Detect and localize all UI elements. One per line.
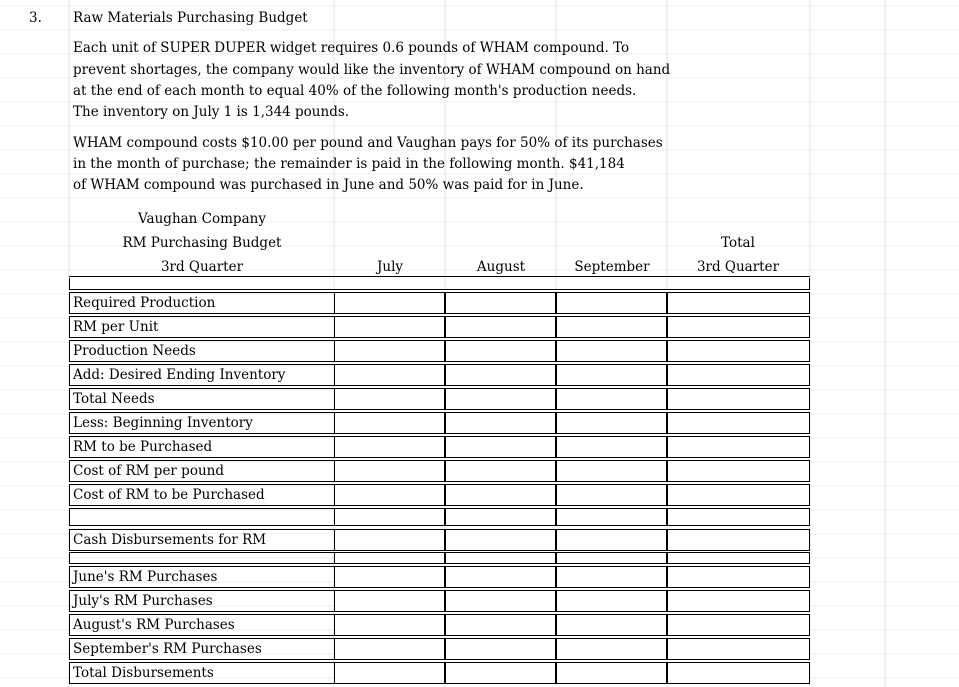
input-cell-july[interactable] [334,484,445,506]
input-cell-september[interactable] [556,566,667,588]
row-label-box [69,566,335,588]
row-label-box [69,388,335,410]
row-label-box [69,364,335,386]
input-cell-july[interactable] [334,529,445,551]
input-cell-total[interactable] [667,340,810,362]
input-cell-august[interactable] [445,566,556,588]
row-label-box [69,292,335,314]
row-label-box [69,638,335,660]
input-cell-september[interactable] [556,552,667,564]
col-header-july: July [376,259,404,275]
row-label-box [69,529,335,551]
para2-line2: in the month of purchase; the remainder is paid in the following month. $41,184 [73,156,625,172]
input-cell-total[interactable] [667,316,810,338]
input-cell-july[interactable] [334,412,445,434]
input-cell-july[interactable] [334,508,445,526]
row-label-production-needs: Production Needs [73,343,196,359]
col-header-total: Total [721,235,755,251]
input-cell-total[interactable] [667,412,810,434]
budget-period: 3rd Quarter [160,259,244,275]
input-cell-total[interactable] [667,552,810,564]
input-cell-september[interactable] [556,484,667,506]
input-cell-september[interactable] [556,412,667,434]
input-cell-august[interactable] [445,436,556,458]
input-cell-total[interactable] [667,292,810,314]
input-cell-august[interactable] [445,529,556,551]
input-cell-september[interactable] [556,460,667,482]
input-cell-total[interactable] [667,638,810,660]
input-cell-august[interactable] [445,460,556,482]
input-cell-july[interactable] [334,460,445,482]
input-cell-august[interactable] [445,638,556,660]
para2-line1: WHAM compound costs $10.00 per pound and Vaughan pays for 50% of its purchases [73,135,663,151]
budget-name: RM Purchasing Budget [122,235,282,251]
row-label-box [69,590,335,612]
input-cell-september[interactable] [556,364,667,386]
para1-line1: Each unit of SUPER DUPER widget requires 0.6 pounds of WHAM compound. To [73,40,630,56]
row-label-rm-to-be-purchased: RM to be Purchased [73,439,213,455]
input-cell-july[interactable] [334,388,445,410]
row-label-required-production: Required Production [73,295,216,311]
input-cell-july[interactable] [334,662,445,684]
input-cell-august[interactable] [445,590,556,612]
input-cell-september[interactable] [556,529,667,551]
row-label-box [69,484,335,506]
input-cell-total[interactable] [667,662,810,684]
input-cell-september[interactable] [556,292,667,314]
input-cell-july[interactable] [334,292,445,314]
input-cell-september[interactable] [556,388,667,410]
input-cell-july[interactable] [334,316,445,338]
row-label-box [69,552,335,564]
row-label-box [69,340,335,362]
input-cell-september[interactable] [556,638,667,660]
row-label-cost-per-pound: Cost of RM per pound [73,463,224,479]
input-cell-total[interactable] [667,566,810,588]
input-cell-july[interactable] [334,614,445,636]
input-cell-total[interactable] [667,388,810,410]
para1-line4: The inventory on July 1 is 1,344 pounds. [73,104,350,120]
input-cell-july[interactable] [334,340,445,362]
company-name: Vaughan Company [138,211,266,227]
row-label-cash-disbursements: Cash Disbursements for RM [73,532,267,548]
input-cell-august[interactable] [445,340,556,362]
row-label-box [69,316,335,338]
row-label-box [69,662,335,684]
input-cell-august[interactable] [445,614,556,636]
input-cell-july[interactable] [334,590,445,612]
input-cell-total[interactable] [667,364,810,386]
input-cell-september[interactable] [556,436,667,458]
row-label-cost-to-be-purchased: Cost of RM to be Purchased [73,487,265,503]
spacer-row [69,278,810,290]
row-label-box [69,436,335,458]
input-cell-september[interactable] [556,662,667,684]
row-label-rm-per-unit: RM per Unit [73,319,159,335]
input-cell-total[interactable] [667,508,810,526]
input-cell-august[interactable] [445,364,556,386]
input-cell-september[interactable] [556,316,667,338]
row-label-total-disbursements: Total Disbursements [73,665,214,681]
input-cell-september[interactable] [556,508,667,526]
para1-line2: prevent shortages, the company would like the inventory of WHAM compound on hand [73,62,671,78]
row-label-august-purchases: August's RM Purchases [73,617,235,633]
input-cell-august[interactable] [445,552,556,564]
input-cell-total[interactable] [667,614,810,636]
input-cell-total[interactable] [667,529,810,551]
input-cell-august[interactable] [445,412,556,434]
problem-number: 3. [29,10,42,26]
input-cell-july[interactable] [334,566,445,588]
input-cell-august[interactable] [445,508,556,526]
input-cell-total[interactable] [667,484,810,506]
row-label-total-needs: Total Needs [73,391,155,407]
problem-title: Raw Materials Purchasing Budget [73,10,308,26]
input-cell-august[interactable] [445,662,556,684]
header-rule [69,276,810,277]
input-cell-september[interactable] [556,590,667,612]
row-label-beginning-inventory: Less: Beginning Inventory [73,415,253,431]
row-label-box [69,412,335,434]
input-cell-total[interactable] [667,436,810,458]
input-cell-total[interactable] [667,460,810,482]
input-cell-september[interactable] [556,614,667,636]
input-cell-total[interactable] [667,590,810,612]
col-header-august: August [476,259,526,275]
row-label-box [69,508,335,526]
col-header-total-period: 3rd Quarter [696,259,780,275]
input-cell-august[interactable] [445,292,556,314]
input-cell-july[interactable] [334,552,445,564]
input-cell-august[interactable] [445,388,556,410]
row-label-july-purchases: July's RM Purchases [73,593,213,609]
input-cell-july[interactable] [334,364,445,386]
input-cell-august[interactable] [445,484,556,506]
input-cell-september[interactable] [556,340,667,362]
row-label-box [69,460,335,482]
para2-line3: of WHAM compound was purchased in June and 50% was paid for in June. [73,177,584,193]
row-label-september-purchases: September's RM Purchases [73,641,262,657]
row-label-desired-ending-inventory: Add: Desired Ending Inventory [73,367,286,383]
input-cell-august[interactable] [445,316,556,338]
input-cell-july[interactable] [334,436,445,458]
para1-line3: at the end of each month to equal 40% of the following month's production needs. [73,83,637,99]
row-label-box [69,614,335,636]
col-header-september: September [574,259,650,275]
input-cell-july[interactable] [334,638,445,660]
row-label-june-purchases: June's RM Purchases [73,569,218,585]
